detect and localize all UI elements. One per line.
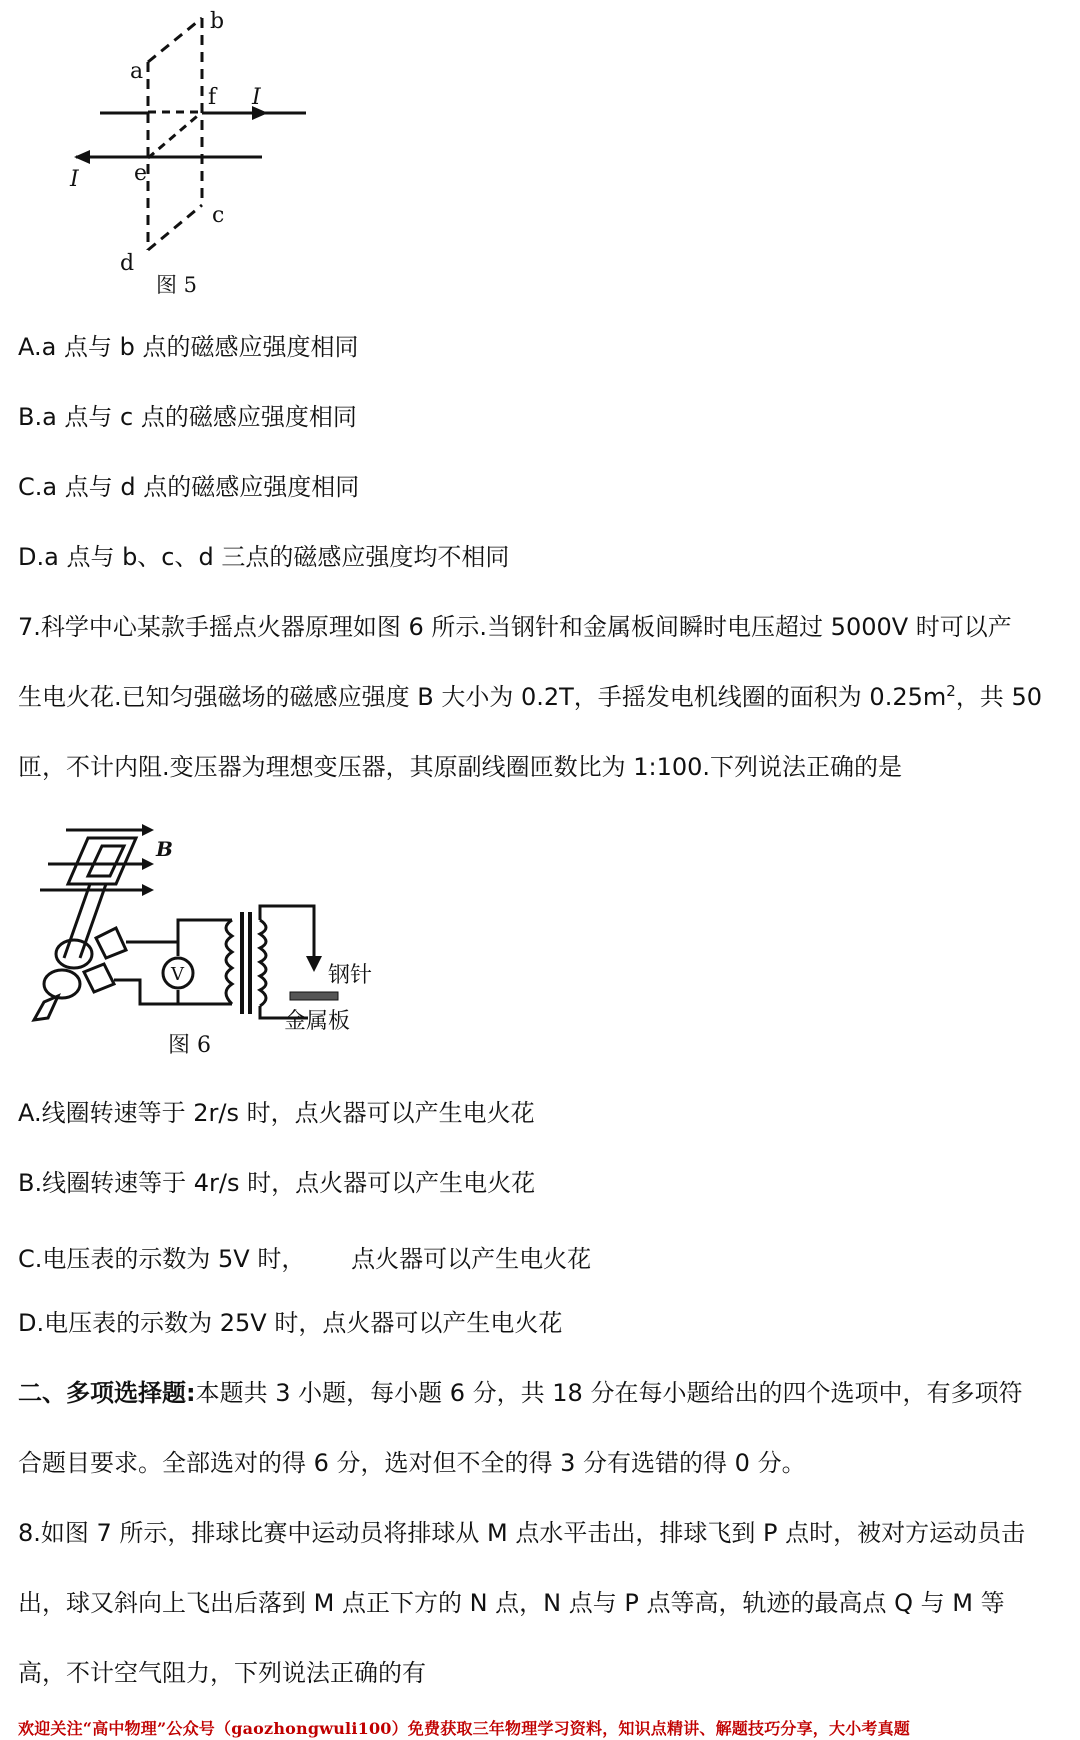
shaft [64, 884, 90, 958]
edge-e-f [148, 112, 202, 158]
metal-plate [290, 992, 338, 1000]
figure-6-caption: 图 6 [168, 1033, 211, 1058]
label-I-top: I [252, 85, 261, 110]
section2-line1 [18, 1378, 1022, 1408]
figure-6 [18, 808, 438, 1068]
q7-stem-superscript: 2 [946, 682, 956, 700]
figure-5 [30, 0, 330, 300]
q8-stem-line2: 出，球又斜向上飞出后落到 M 点正下方的 N 点，N 点与 P 点等高，轨迹的最高点 Q 与 M 等 [18, 1589, 1005, 1617]
q7-stem-line3: 匝，不计内阻.变压器为理想变压器，其原副线圈匝数比为 1:100.下列说法正确的是 [18, 753, 903, 781]
field-arrow-icon-2 [142, 858, 154, 870]
field-arrow-icon-3 [142, 884, 154, 896]
q7-option-a: A.线圈转速等于 2r/s 时，点火器可以产生电火花 [18, 1099, 535, 1127]
brush-1 [96, 928, 126, 958]
label-d: d [120, 251, 135, 276]
section2-line2: 合题目要求。全部选对的得 6 分，选对但不全的得 3 分有选错的得 0 分。 [18, 1449, 806, 1477]
q7-option-b: B.线圈转速等于 4r/s 时，点火器可以产生电火花 [18, 1169, 536, 1197]
label-V: V [171, 964, 184, 985]
field-arrow-icon [142, 824, 154, 836]
label-I-bottom: I [70, 167, 79, 192]
label-f: f [208, 85, 217, 110]
section2-heading: 二、多项选择题: [18, 1379, 196, 1407]
needle-icon [306, 956, 322, 972]
q7-stem-line2-end: ，共 50 [955, 683, 1042, 711]
q7-stem-line2 [18, 682, 1042, 712]
label-a: a [130, 59, 144, 84]
q8-stem-line3: 高，不计空气阻力，下列说法正确的有 [18, 1659, 426, 1687]
label-c: c [212, 203, 225, 228]
arrow-left-icon [74, 150, 90, 164]
q7-option-d: D.电压表的示数为 25V 时，点火器可以产生电火花 [18, 1309, 563, 1337]
primary-coil [226, 920, 232, 1004]
label-b: b [210, 9, 225, 34]
q6-option-c: C.a 点与 d 点的磁感应强度相同 [18, 473, 360, 501]
label-B: B [156, 837, 173, 861]
edge-a-b [148, 18, 202, 62]
section2-line1-text: 本题共 3 小题，每小题 6 分，共 18 分在每小题给出的四个选项中，有多项符 [195, 1379, 1023, 1407]
q7-option-c: C.电压表的示数为 5V 时， 点火器可以产生电火花 [18, 1245, 592, 1273]
q7-stem-line1: 7.科学中心某款手摇点火器原理如图 6 所示.当钢针和金属板间瞬时电压超过 5000V 时可以产 [18, 613, 1012, 641]
q6-option-d: D.a 点与 b、c、d 三点的磁感应强度均不相同 [18, 543, 510, 571]
wire-primary-top [126, 920, 232, 942]
secondary-coil [260, 920, 266, 1006]
q6-option-a: A.a 点与 b 点的磁感应强度相同 [18, 333, 359, 361]
coil-inner [88, 846, 124, 876]
slip-ring-1 [56, 940, 92, 968]
figure-5-caption: 图 5 [156, 273, 198, 297]
wire-secondary-top [260, 906, 314, 956]
label-e: e [134, 161, 148, 186]
label-plate: 金属板 [284, 1009, 351, 1034]
slip-ring-2 [44, 970, 80, 998]
edge-d-c [148, 205, 202, 250]
footer-promo: 欢迎关注“高中物理”公众号（gaozhongwuli100）免费获取三年物理学习资料，知识点精讲、解题技巧分享，大小考真题 [18, 1719, 911, 1738]
label-needle: 钢针 [328, 963, 373, 988]
q8-stem-line1: 8.如图 7 所示，排球比赛中运动员将排球从 M 点水平击出，排球飞到 P 点时，被对方运动员击 [18, 1519, 1026, 1547]
handle [34, 996, 58, 1020]
brush-2 [84, 964, 114, 992]
q7-stem-line2-text: 生电火花.已知匀强磁场的磁感应强度 B 大小为 0.2T，手摇发电机线圈的面积为 0.25m [18, 683, 947, 711]
q6-option-b: B.a 点与 c 点的磁感应强度相同 [18, 403, 357, 431]
